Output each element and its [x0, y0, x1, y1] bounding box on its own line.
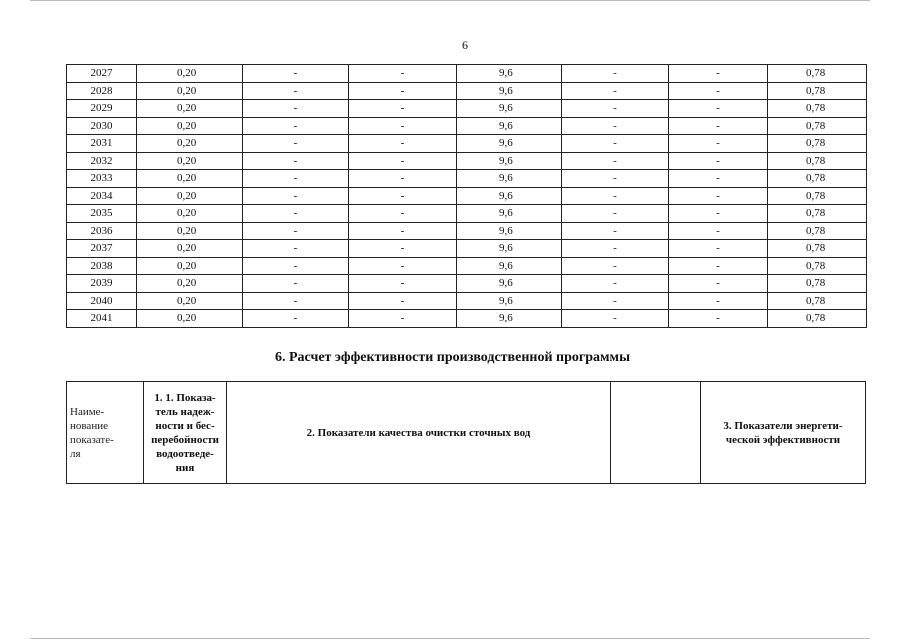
value-cell: 9,6 [457, 82, 562, 100]
value-cell: 9,6 [457, 292, 562, 310]
value-cell: 0,78 [768, 222, 867, 240]
value-cell: 0,20 [137, 275, 243, 293]
value-cell: - [243, 65, 349, 83]
value-cell: - [562, 205, 669, 223]
value-cell: 0,20 [137, 205, 243, 223]
value-cell: - [562, 135, 669, 153]
year-row [67, 222, 867, 240]
year-cell: 2041 [67, 310, 137, 328]
year-row [67, 152, 867, 170]
value-cell: - [243, 152, 349, 170]
bottom-edge-line [30, 638, 870, 639]
value-cell: - [669, 310, 768, 328]
value-cell: 0,20 [137, 100, 243, 118]
value-cell: - [669, 100, 768, 118]
value-cell: 0,78 [768, 310, 867, 328]
value-cell: - [243, 170, 349, 188]
top-edge-line [30, 0, 870, 1]
indicator-name-header-text: Наиме- нование показате- ля [70, 405, 114, 460]
value-cell: - [562, 117, 669, 135]
value-cell: 0,20 [137, 170, 243, 188]
value-cell: - [349, 65, 457, 83]
value-cell: 0,78 [768, 257, 867, 275]
empty-header-cell [611, 382, 701, 484]
yearly-values-table [66, 64, 867, 328]
year-row [67, 292, 867, 310]
value-cell: - [669, 117, 768, 135]
value-cell: 0,20 [137, 135, 243, 153]
value-cell: - [349, 152, 457, 170]
value-cell: - [669, 82, 768, 100]
value-cell: 0,78 [768, 292, 867, 310]
value-cell: 0,78 [768, 187, 867, 205]
year-cell: 2034 [67, 187, 137, 205]
value-cell: 9,6 [457, 310, 562, 328]
value-cell: - [243, 222, 349, 240]
value-cell: - [562, 170, 669, 188]
indicator-name-header [67, 382, 144, 484]
value-cell: - [669, 135, 768, 153]
value-cell: - [349, 310, 457, 328]
value-cell: - [349, 187, 457, 205]
value-cell: - [243, 187, 349, 205]
value-cell: - [669, 275, 768, 293]
page-number: 6 [462, 38, 468, 52]
value-cell: 0,20 [137, 187, 243, 205]
value-cell: 0,20 [137, 65, 243, 83]
year-row [67, 205, 867, 223]
section-title: 6. Расчет эффективности производственной программы [274, 350, 631, 365]
value-cell: 0,78 [768, 135, 867, 153]
value-cell: - [562, 187, 669, 205]
value-cell: - [562, 240, 669, 258]
year-row [67, 275, 867, 293]
value-cell: - [669, 222, 768, 240]
value-cell: - [349, 205, 457, 223]
wastewater-quality-header-text: 2. Показатели качества очистки сточных вод [306, 426, 531, 439]
year-cell: 2028 [67, 82, 137, 100]
value-cell: 9,6 [457, 117, 562, 135]
value-cell: - [243, 240, 349, 258]
value-cell: - [349, 222, 457, 240]
year-cell: 2037 [67, 240, 137, 258]
value-cell: - [243, 257, 349, 275]
value-cell: - [669, 65, 768, 83]
value-cell: - [669, 152, 768, 170]
value-cell: - [243, 292, 349, 310]
value-cell: 0,78 [768, 100, 867, 118]
energy-efficiency-header [701, 382, 866, 484]
value-cell: - [349, 82, 457, 100]
value-cell: 9,6 [457, 170, 562, 188]
year-row [67, 240, 867, 258]
year-cell: 2036 [67, 222, 137, 240]
reliability-indicator-header [144, 382, 227, 484]
value-cell: 0,20 [137, 310, 243, 328]
value-cell: - [349, 135, 457, 153]
value-cell: 9,6 [457, 100, 562, 118]
value-cell: 0,78 [768, 65, 867, 83]
value-cell: 9,6 [457, 240, 562, 258]
value-cell: 0,78 [768, 170, 867, 188]
value-cell: - [562, 310, 669, 328]
year-row [67, 257, 867, 275]
value-cell: - [243, 275, 349, 293]
energy-efficiency-header-text: 3. Показатели энергети- ческой эффективности [723, 419, 843, 446]
value-cell: - [349, 117, 457, 135]
value-cell: - [562, 152, 669, 170]
year-row [67, 187, 867, 205]
year-row [67, 65, 867, 83]
value-cell: 0,78 [768, 152, 867, 170]
value-cell: 9,6 [457, 152, 562, 170]
value-cell: - [243, 310, 349, 328]
year-row [67, 100, 867, 118]
year-cell: 2039 [67, 275, 137, 293]
value-cell: 0,78 [768, 205, 867, 223]
efficiency-header-row [67, 382, 866, 484]
wastewater-quality-header [227, 382, 611, 484]
value-cell: - [562, 292, 669, 310]
value-cell: 0,20 [137, 117, 243, 135]
value-cell: 9,6 [457, 135, 562, 153]
value-cell: 0,20 [137, 222, 243, 240]
value-cell: 9,6 [457, 187, 562, 205]
value-cell: 9,6 [457, 275, 562, 293]
value-cell: 0,78 [768, 117, 867, 135]
value-cell: - [349, 257, 457, 275]
reliability-indicator-header-text: 1. 1. Показа- тель надеж- ности и бес- перебойности водоотведе- ния [151, 391, 219, 474]
value-cell: - [562, 222, 669, 240]
value-cell: - [669, 257, 768, 275]
year-cell: 2031 [67, 135, 137, 153]
value-cell: - [349, 275, 457, 293]
year-cell: 2040 [67, 292, 137, 310]
value-cell: - [243, 82, 349, 100]
value-cell: 9,6 [457, 222, 562, 240]
value-cell: - [669, 205, 768, 223]
year-row [67, 310, 867, 328]
yearly-values-body [67, 65, 867, 328]
value-cell: - [349, 100, 457, 118]
efficiency-table [66, 381, 866, 484]
value-cell: - [243, 117, 349, 135]
value-cell: - [349, 240, 457, 258]
value-cell: - [562, 65, 669, 83]
value-cell: 0,78 [768, 82, 867, 100]
value-cell: - [669, 187, 768, 205]
value-cell: - [669, 292, 768, 310]
year-row [67, 82, 867, 100]
value-cell: - [562, 275, 669, 293]
value-cell: 0,20 [137, 257, 243, 275]
value-cell: 0,78 [768, 240, 867, 258]
value-cell: 0,20 [137, 240, 243, 258]
value-cell: - [349, 292, 457, 310]
value-cell: 0,20 [137, 82, 243, 100]
year-cell: 2030 [67, 117, 137, 135]
year-cell: 2027 [67, 65, 137, 83]
value-cell: 0,78 [768, 275, 867, 293]
year-row [67, 117, 867, 135]
year-cell: 2035 [67, 205, 137, 223]
year-cell: 2033 [67, 170, 137, 188]
year-cell: 2029 [67, 100, 137, 118]
year-cell: 2032 [67, 152, 137, 170]
value-cell: - [562, 82, 669, 100]
value-cell: 9,6 [457, 205, 562, 223]
value-cell: - [562, 100, 669, 118]
value-cell: 9,6 [457, 65, 562, 83]
value-cell: 0,20 [137, 152, 243, 170]
value-cell: - [243, 205, 349, 223]
value-cell: - [669, 170, 768, 188]
year-row [67, 170, 867, 188]
value-cell: - [669, 240, 768, 258]
value-cell: - [349, 170, 457, 188]
year-cell: 2038 [67, 257, 137, 275]
value-cell: 9,6 [457, 257, 562, 275]
value-cell: - [562, 257, 669, 275]
year-row [67, 135, 867, 153]
value-cell: - [243, 100, 349, 118]
value-cell: 0,20 [137, 292, 243, 310]
value-cell: - [243, 135, 349, 153]
